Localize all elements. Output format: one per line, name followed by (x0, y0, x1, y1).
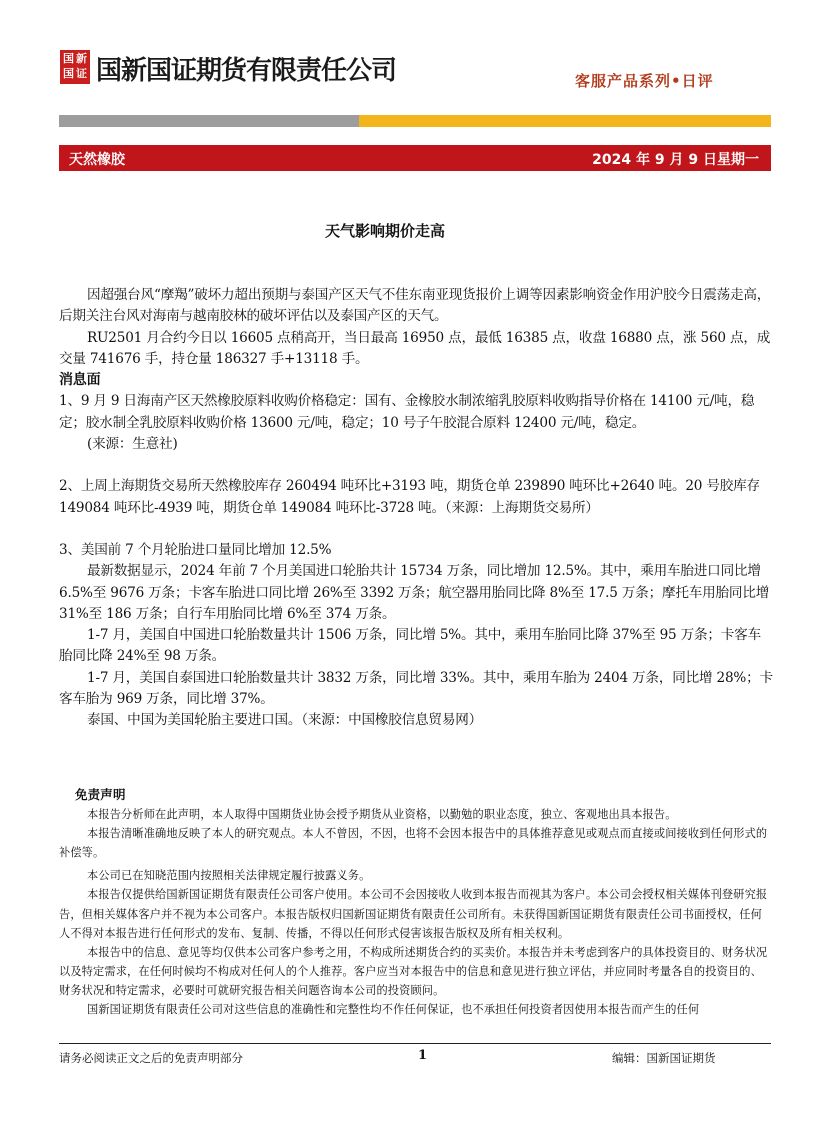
footer-editor: 编辑：国新国证期货 (612, 1051, 716, 1065)
logo-char: 国 (63, 67, 74, 80)
contract-summary: RU2501 月合约今日以 16605 点稍高开，当日最高 16950 点，最低 16385 点，收盘 16880 点，涨 560 点，成交量 741676 手，持仓量 186327 手+13118 手。 (59, 329, 771, 367)
product-label: 天然橡胶 (69, 152, 125, 168)
news-paragraph: 最新数据显示，2024 年前 7 个月美国进口轮胎共计 15734 万条，同比增加 12.5%。其中，乘用车胎进口同比增 6.5%至 9676 万条；卡客车胎进口同比增 26%至 3392 万条；航空器用胎同比降 8%至 17.5 万条；摩托车用胎同比增 31%至 186 万条；自行车用胎同比增 6%至 374 万条。 (59, 563, 770, 622)
disclaimer-paragraph: 本报告仅提供给国新国证期货有限责任公司客户使用。本公司不会因接收人收到本报告而视其为客户。本公司会授权相关媒体刊登研究报告，但相关媒体客户并不视为本公司客户。本报告版权归国新国证期货有限责任公司所有。未获得国新国证期货有限责任公司书面授权，任何人不得对本报告进行任何形式的发布、复制、传播，不得以任何形式侵害该报告版权及所有相关权利。 (59, 888, 768, 940)
news-paragraph: 1-7 月，美国自中国进口轮胎数量共计 1506 万条，同比增 5%。其中，乘用车胎同比降 37%至 95 万条；卡客车胎同比降 24%至 98 万条。 (59, 627, 761, 665)
disclaimer-paragraph: 本报告分析师在此声明，本人取得中国期货业协会授予期货从业资格，以勤勉的职业态度，独立、客观地出具本报告。 (87, 808, 677, 822)
disclaimer-heading: 免责声明 (75, 787, 126, 802)
news-paragraph: 泰国、中国为美国轮胎主要进口国。（来源：中国橡胶信息贸易网） (87, 712, 483, 729)
news-heading: 消息面 (59, 372, 101, 389)
company-logo (60, 50, 90, 84)
news-item: 1、9 月 9 日海南产区天然橡胶原料收购价格稳定：国有、金橡胶水制浓缩乳胶原料收购指导价格在 14100 元/吨，稳定；胶水制全乳胶原料收购价格 13600 元/吨，稳定；10 号子午胶混合原料 12400 元/吨，稳定。 (59, 393, 755, 431)
header-rule-accent (59, 115, 359, 127)
disclaimer (59, 785, 771, 1019)
news-source: (来源：生意社) (87, 436, 178, 453)
report-series: 客服产品系列•日评 (575, 72, 714, 90)
footer-rule (59, 1043, 771, 1044)
logo-char: 国 (63, 52, 74, 65)
disclaimer-paragraph: 本报告中的信息、意见等均仅供本公司客户参考之用，不构成所述期货合约的买卖价。本报告并未考虑到客户的具体投资目的、财务状况以及特定需求，在任何时候均不构成对任何人的个人推荐。客户应当对本报告中的信息和意见进行独立评估，并应同时考量各自的投资目的、财务状况和特定需求，必要时可就研究报告相关问题咨询本公司的投资顾问。 (59, 945, 768, 997)
report-body (59, 285, 774, 732)
news-item-title: 3、美国前 7 个月轮胎进口量同比增加 12.5% (59, 541, 332, 558)
page-number: 1 (418, 1048, 428, 1063)
report-title (0, 220, 770, 241)
company-name: 国新国证期货有限责任公司 (96, 56, 397, 86)
disclaimer-paragraph: 本报告清晰准确地反映了本人的研究观点。本人不曾因，不因，也将不会因本报告中的具体推荐意见或观点而直接或间接收到任何形式的补偿等。 (59, 827, 768, 860)
spacer (59, 519, 774, 540)
section-band (59, 145, 771, 171)
report-date: 2024 年 9 月 9 日星期一 (592, 152, 759, 168)
news-item: 2、上周上海期货交易所天然橡胶库存 260494 吨环比+3193 吨，期货仓单 239890 吨环比+2640 吨。20 号胶库存 149084 吨环比-4939 吨，期货仓单 149084 吨环比-3728 吨。（来源：上海期货交易所） (59, 478, 760, 516)
market-summary: 因超强台风“摩羯”破坏力超出预期与泰国产区天气不佳东南亚现货报价上调等因素影响资金作用沪胶今日震荡走高，后期关注台风对海南与越南胶林的破坏评估以及泰国产区的天气。 (59, 287, 771, 325)
spacer (59, 455, 774, 476)
logo-char: 新 (76, 52, 87, 65)
news-paragraph: 1-7 月，美国自泰国进口轮胎数量共计 3832 万条，同比增 33%。其中，乘用车胎为 2404 万条，同比增 28%；卡客车胎为 969 万条，同比增 37%。 (59, 669, 773, 708)
disclaimer-paragraph: 国新国证期货有限责任公司对这些信息的准确性和完整性均不作任何保证，也不承担任何投资者因使用本报告而产生的任何 (87, 1003, 700, 1017)
logo-char: 证 (76, 67, 87, 80)
footer-note: 请务必阅读正文之后的免责声明部分 (59, 1051, 243, 1065)
disclaimer-paragraph: 本公司已在知晓范围内按照相关法律规定履行披露义务。 (87, 869, 371, 883)
report-title-text: 天气影响期价走高 (324, 222, 445, 240)
